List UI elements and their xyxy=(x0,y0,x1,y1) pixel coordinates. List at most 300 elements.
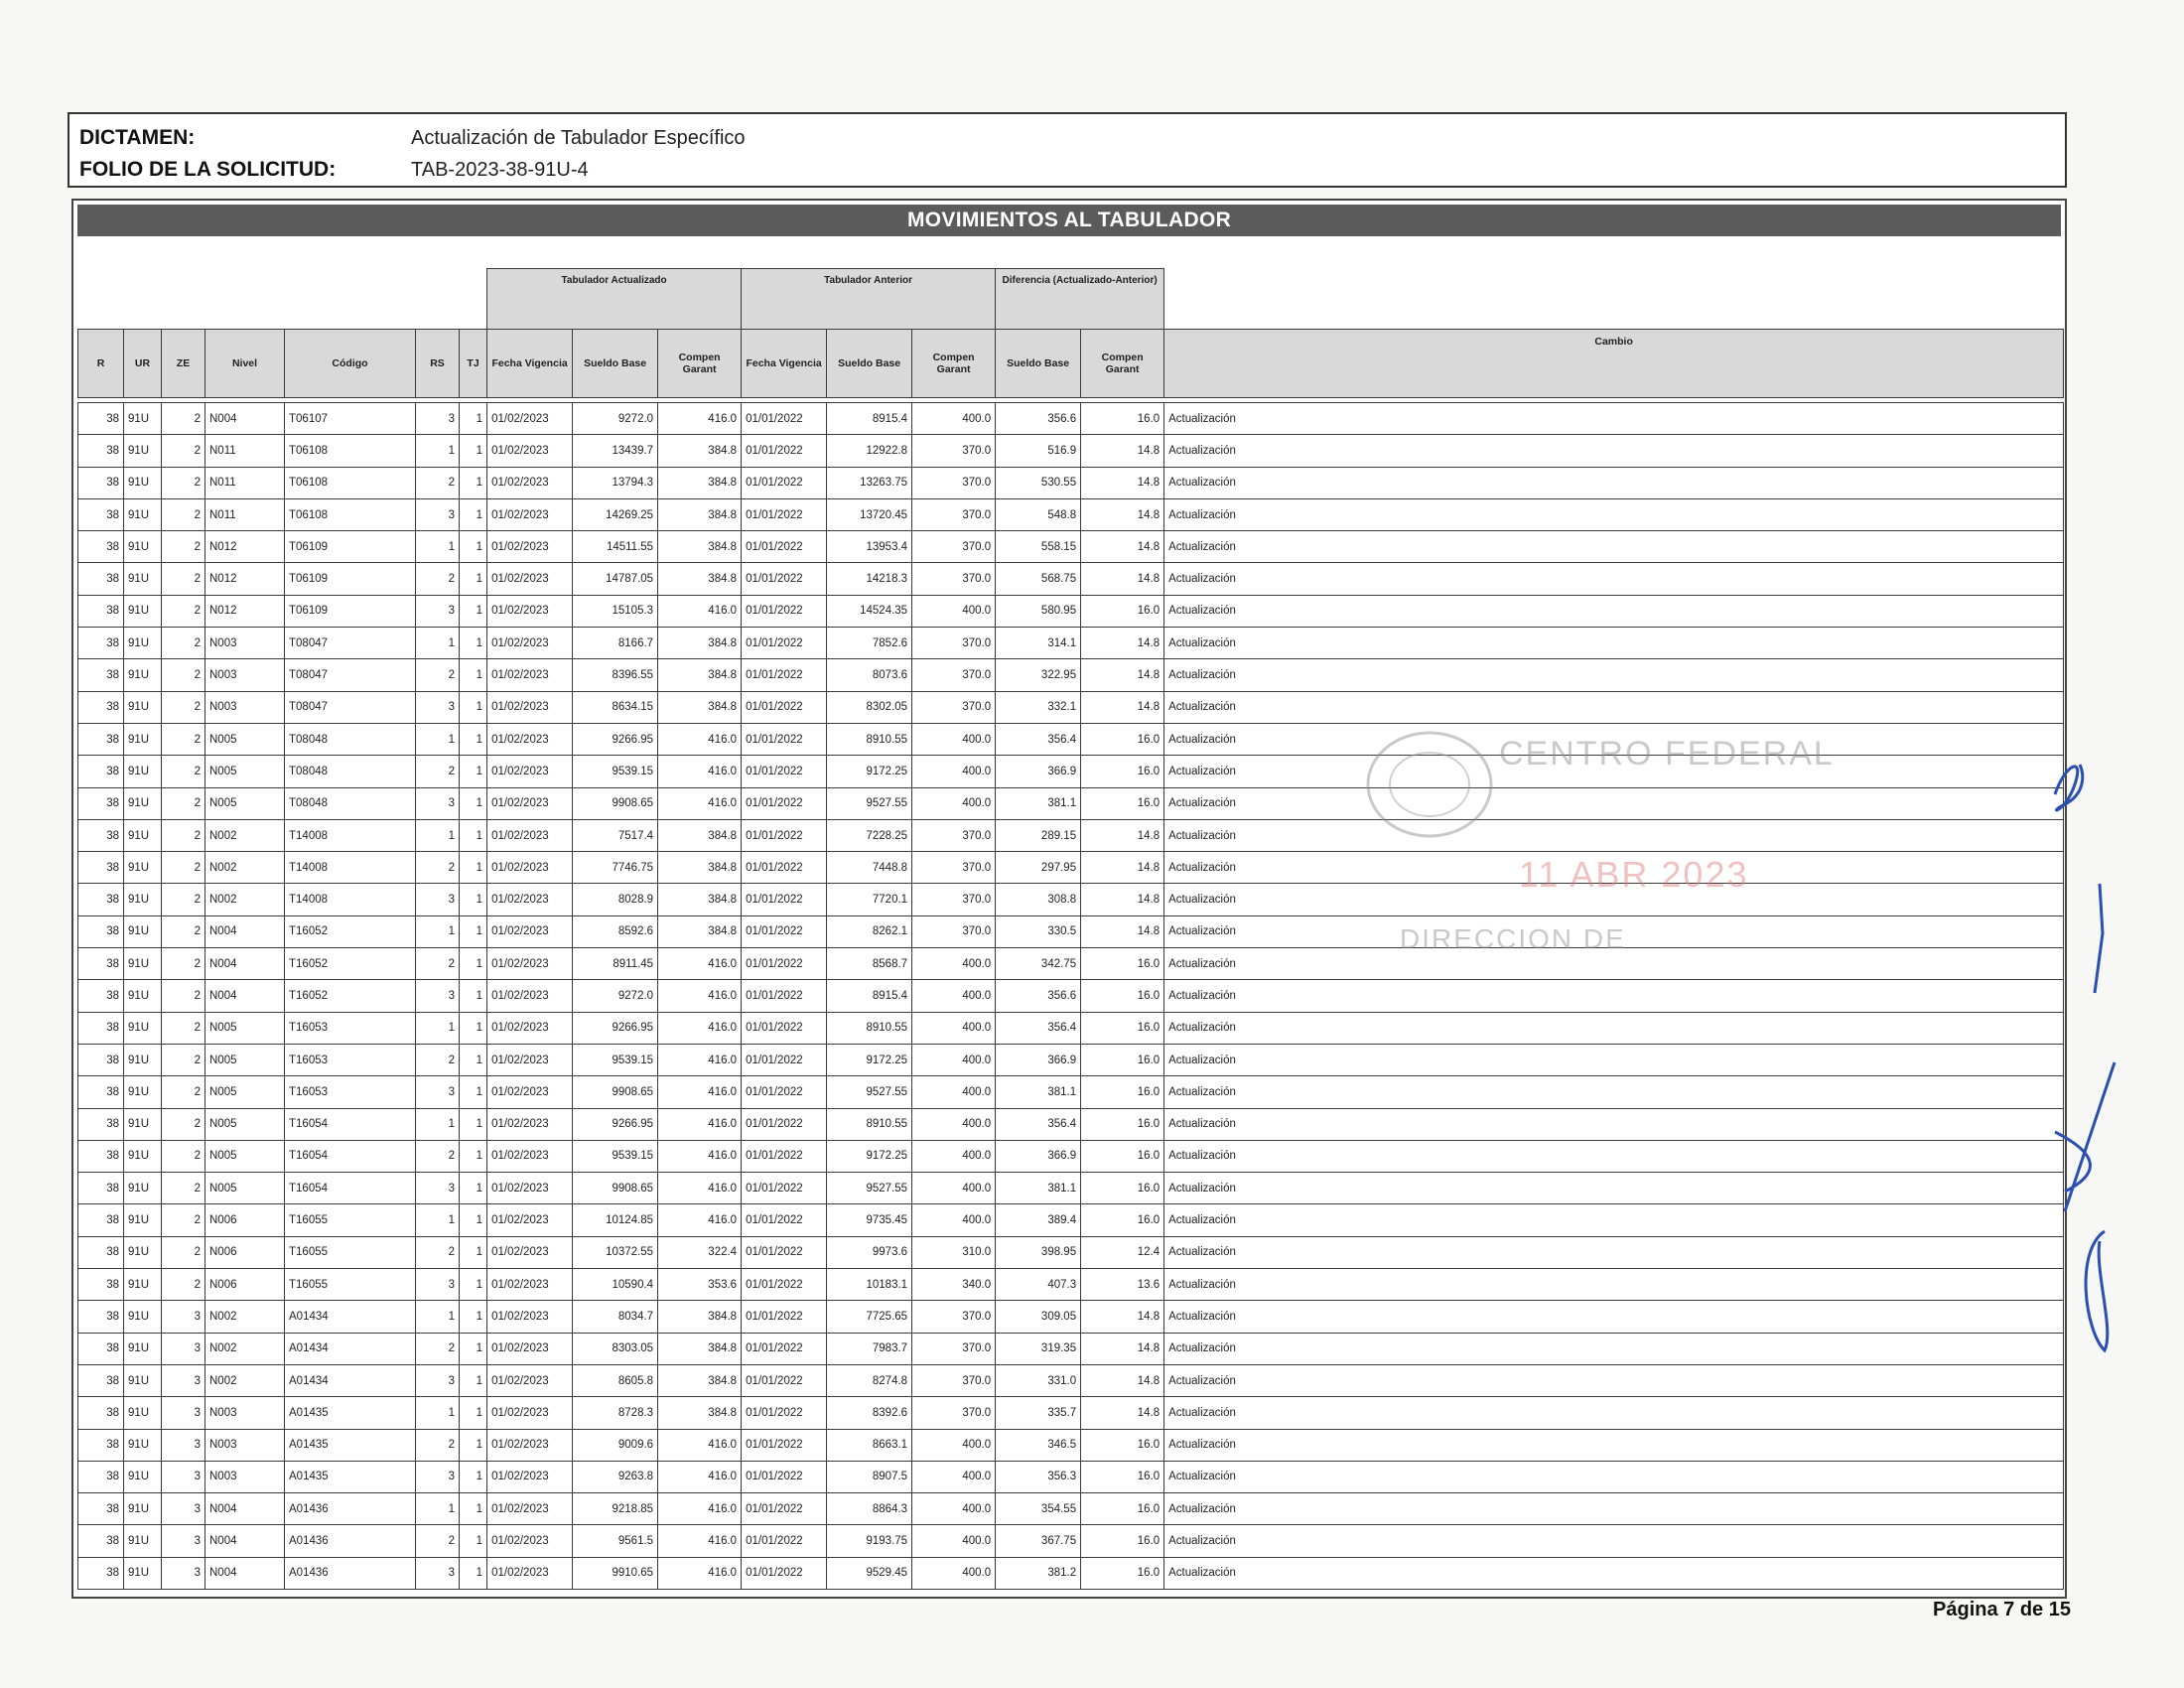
cell-ze: 2 xyxy=(162,403,205,435)
cell-cambio: Actualización xyxy=(1164,1557,2064,1589)
cell-rs: 2 xyxy=(416,659,460,691)
cell-sueldo-anterior: 8910.55 xyxy=(827,723,912,755)
cell-compen-anterior: 370.0 xyxy=(912,915,996,947)
cell-nivel: N005 xyxy=(205,1044,285,1075)
cell-compen-anterior: 370.0 xyxy=(912,628,996,659)
cell-sueldo-anterior: 8915.4 xyxy=(827,980,912,1012)
cell-nivel: N002 xyxy=(205,1364,285,1396)
col-compen-anterior: Compen Garant xyxy=(912,330,996,398)
cell-ze: 2 xyxy=(162,756,205,787)
cell-rs: 2 xyxy=(416,1333,460,1364)
cell-sueldo-actualizado: 9272.0 xyxy=(573,403,658,435)
cell-sueldo-actualizado: 9908.65 xyxy=(573,787,658,819)
cell-rs: 1 xyxy=(416,435,460,467)
cell-tj: 1 xyxy=(460,1301,487,1333)
cell-codigo: A01436 xyxy=(285,1525,416,1557)
table-row xyxy=(78,1236,2064,1268)
cell-tj: 1 xyxy=(460,1493,487,1525)
cell-compen-diferencia: 16.0 xyxy=(1081,1076,1164,1108)
cell-ur: 91U xyxy=(124,1493,162,1525)
header-box xyxy=(68,112,2067,188)
cell-r: 38 xyxy=(78,1525,124,1557)
cell-r: 38 xyxy=(78,1044,124,1075)
cell-codigo: T08048 xyxy=(285,723,416,755)
cell-sueldo-anterior: 8663.1 xyxy=(827,1429,912,1461)
cell-codigo: T06108 xyxy=(285,467,416,498)
cell-compen-diferencia: 14.8 xyxy=(1081,691,1164,723)
cell-ur: 91U xyxy=(124,852,162,884)
cell-ur: 91U xyxy=(124,1204,162,1236)
cell-nivel: N005 xyxy=(205,756,285,787)
cell-fecha-actualizado: 01/02/2023 xyxy=(487,1333,573,1364)
cell-tj: 1 xyxy=(460,1044,487,1075)
cell-fecha-actualizado: 01/02/2023 xyxy=(487,1204,573,1236)
cell-ze: 2 xyxy=(162,723,205,755)
cell-nivel: N002 xyxy=(205,852,285,884)
cell-compen-anterior: 400.0 xyxy=(912,1461,996,1492)
cell-rs: 2 xyxy=(416,852,460,884)
cell-tj: 1 xyxy=(460,787,487,819)
cell-compen-anterior: 400.0 xyxy=(912,1076,996,1108)
cell-sueldo-diferencia: 342.75 xyxy=(996,948,1081,980)
cell-fecha-actualizado: 01/02/2023 xyxy=(487,435,573,467)
table-row xyxy=(78,1140,2064,1172)
cell-fecha-anterior: 01/01/2022 xyxy=(742,659,827,691)
cell-codigo: T06108 xyxy=(285,435,416,467)
cell-codigo: T16052 xyxy=(285,915,416,947)
cell-ur: 91U xyxy=(124,819,162,851)
cell-nivel: N002 xyxy=(205,884,285,915)
cell-sueldo-diferencia: 367.75 xyxy=(996,1525,1081,1557)
cell-compen-anterior: 400.0 xyxy=(912,1012,996,1044)
cell-rs: 1 xyxy=(416,819,460,851)
cell-ze: 3 xyxy=(162,1557,205,1589)
table-row xyxy=(78,1173,2064,1204)
cell-tj: 1 xyxy=(460,403,487,435)
cell-ur: 91U xyxy=(124,884,162,915)
cell-sueldo-actualizado: 9910.65 xyxy=(573,1557,658,1589)
table-row xyxy=(78,1076,2064,1108)
cell-compen-actualizado: 416.0 xyxy=(658,1108,742,1140)
cell-compen-anterior: 400.0 xyxy=(912,1140,996,1172)
cell-sueldo-anterior: 8073.6 xyxy=(827,659,912,691)
cell-tj: 1 xyxy=(460,756,487,787)
cell-fecha-anterior: 01/01/2022 xyxy=(742,1204,827,1236)
cell-ze: 2 xyxy=(162,1140,205,1172)
cell-fecha-actualizado: 01/02/2023 xyxy=(487,1397,573,1429)
cell-compen-diferencia: 16.0 xyxy=(1081,723,1164,755)
cell-ze: 2 xyxy=(162,1236,205,1268)
group-anterior: Tabulador Anterior xyxy=(742,269,996,330)
table-row xyxy=(78,1333,2064,1364)
cell-nivel: N006 xyxy=(205,1236,285,1268)
cell-fecha-anterior: 01/01/2022 xyxy=(742,884,827,915)
cell-compen-actualizado: 353.6 xyxy=(658,1269,742,1301)
cell-sueldo-actualizado: 9266.95 xyxy=(573,1108,658,1140)
cell-ur: 91U xyxy=(124,915,162,947)
col-codigo: Código xyxy=(285,330,416,398)
cell-fecha-actualizado: 01/02/2023 xyxy=(487,1364,573,1396)
cell-rs: 1 xyxy=(416,915,460,947)
cell-compen-diferencia: 16.0 xyxy=(1081,1429,1164,1461)
cell-sueldo-diferencia: 407.3 xyxy=(996,1269,1081,1301)
cell-cambio: Actualización xyxy=(1164,884,2064,915)
cell-nivel: N004 xyxy=(205,403,285,435)
cell-r: 38 xyxy=(78,723,124,755)
cell-compen-anterior: 340.0 xyxy=(912,1269,996,1301)
cell-ze: 2 xyxy=(162,948,205,980)
cell-sueldo-diferencia: 558.15 xyxy=(996,531,1081,563)
cell-sueldo-anterior: 9973.6 xyxy=(827,1236,912,1268)
table-row xyxy=(78,1557,2064,1589)
cell-fecha-anterior: 01/01/2022 xyxy=(742,1364,827,1396)
cell-nivel: N002 xyxy=(205,819,285,851)
cell-compen-anterior: 370.0 xyxy=(912,1364,996,1396)
cell-sueldo-actualizado: 9539.15 xyxy=(573,756,658,787)
col-nivel: Nivel xyxy=(205,330,285,398)
cell-fecha-anterior: 01/01/2022 xyxy=(742,467,827,498)
folio-value: TAB-2023-38-91U-4 xyxy=(411,159,589,181)
stamp-line-1: CENTRO FEDERAL xyxy=(1499,735,1835,773)
cell-compen-actualizado: 384.8 xyxy=(658,819,742,851)
cell-cambio: Actualización xyxy=(1164,819,2064,851)
cell-r: 38 xyxy=(78,1301,124,1333)
cell-ur: 91U xyxy=(124,1236,162,1268)
cell-sueldo-actualizado: 9539.15 xyxy=(573,1140,658,1172)
cell-sueldo-anterior: 9527.55 xyxy=(827,1173,912,1204)
cell-sueldo-diferencia: 356.4 xyxy=(996,1012,1081,1044)
cell-sueldo-actualizado: 8034.7 xyxy=(573,1301,658,1333)
cell-compen-actualizado: 384.8 xyxy=(658,884,742,915)
cell-compen-anterior: 400.0 xyxy=(912,980,996,1012)
cell-compen-actualizado: 384.8 xyxy=(658,628,742,659)
cell-compen-actualizado: 322.4 xyxy=(658,1236,742,1268)
cell-compen-actualizado: 384.8 xyxy=(658,1333,742,1364)
cell-fecha-anterior: 01/01/2022 xyxy=(742,1461,827,1492)
cell-compen-actualizado: 416.0 xyxy=(658,1525,742,1557)
cell-codigo: A01436 xyxy=(285,1493,416,1525)
cell-compen-actualizado: 416.0 xyxy=(658,787,742,819)
cell-compen-diferencia: 16.0 xyxy=(1081,1108,1164,1140)
cell-sueldo-actualizado: 14269.25 xyxy=(573,498,658,530)
cell-r: 38 xyxy=(78,403,124,435)
cell-fecha-actualizado: 01/02/2023 xyxy=(487,498,573,530)
cell-sueldo-actualizado: 10372.55 xyxy=(573,1236,658,1268)
cell-nivel: N004 xyxy=(205,948,285,980)
cell-cambio: Actualización xyxy=(1164,723,2064,755)
cell-rs: 1 xyxy=(416,1493,460,1525)
cell-sueldo-diferencia: 568.75 xyxy=(996,563,1081,595)
cell-rs: 3 xyxy=(416,1364,460,1396)
cell-fecha-actualizado: 01/02/2023 xyxy=(487,1076,573,1108)
cell-r: 38 xyxy=(78,595,124,627)
cell-rs: 3 xyxy=(416,403,460,435)
cell-nivel: N003 xyxy=(205,1461,285,1492)
cell-fecha-actualizado: 01/02/2023 xyxy=(487,1269,573,1301)
cell-sueldo-diferencia: 354.55 xyxy=(996,1493,1081,1525)
cell-nivel: N012 xyxy=(205,595,285,627)
cell-ze: 2 xyxy=(162,691,205,723)
table-row xyxy=(78,1397,2064,1429)
cell-codigo: T16055 xyxy=(285,1269,416,1301)
cell-ur: 91U xyxy=(124,1397,162,1429)
cell-sueldo-diferencia: 548.8 xyxy=(996,498,1081,530)
cell-r: 38 xyxy=(78,1493,124,1525)
cell-sueldo-actualizado: 8028.9 xyxy=(573,884,658,915)
cell-compen-anterior: 370.0 xyxy=(912,531,996,563)
cell-cambio: Actualización xyxy=(1164,1204,2064,1236)
cell-tj: 1 xyxy=(460,1557,487,1589)
table-row xyxy=(78,1204,2064,1236)
cell-tj: 1 xyxy=(460,531,487,563)
cell-compen-diferencia: 16.0 xyxy=(1081,948,1164,980)
cell-ur: 91U xyxy=(124,1557,162,1589)
cell-cambio: Actualización xyxy=(1164,531,2064,563)
cell-nivel: N005 xyxy=(205,1173,285,1204)
cell-nivel: N005 xyxy=(205,787,285,819)
col-fecha-anterior: Fecha Vigencia xyxy=(742,330,827,398)
cell-sueldo-actualizado: 7517.4 xyxy=(573,819,658,851)
cell-compen-diferencia: 16.0 xyxy=(1081,595,1164,627)
cell-cambio: Actualización xyxy=(1164,628,2064,659)
cell-rs: 3 xyxy=(416,1557,460,1589)
cell-cambio: Actualización xyxy=(1164,595,2064,627)
cell-compen-anterior: 370.0 xyxy=(912,852,996,884)
cell-cambio: Actualización xyxy=(1164,1461,2064,1492)
cell-ur: 91U xyxy=(124,1461,162,1492)
folio-label: FOLIO DE LA SOLICITUD: xyxy=(79,158,337,181)
cell-tj: 1 xyxy=(460,1236,487,1268)
cell-ur: 91U xyxy=(124,435,162,467)
cell-compen-anterior: 400.0 xyxy=(912,1108,996,1140)
cell-sueldo-anterior: 10183.1 xyxy=(827,1269,912,1301)
cell-compen-anterior: 400.0 xyxy=(912,1525,996,1557)
cell-ze: 2 xyxy=(162,787,205,819)
cell-fecha-actualizado: 01/02/2023 xyxy=(487,467,573,498)
cell-rs: 1 xyxy=(416,628,460,659)
cell-fecha-anterior: 01/01/2022 xyxy=(742,1557,827,1589)
cell-codigo: T16053 xyxy=(285,1012,416,1044)
cell-ur: 91U xyxy=(124,787,162,819)
cell-nivel: N002 xyxy=(205,1333,285,1364)
cell-codigo: T06109 xyxy=(285,595,416,627)
cell-ze: 2 xyxy=(162,1012,205,1044)
cell-tj: 1 xyxy=(460,884,487,915)
cell-r: 38 xyxy=(78,1397,124,1429)
table-row xyxy=(78,1269,2064,1301)
cell-tj: 1 xyxy=(460,563,487,595)
col-tj: TJ xyxy=(460,330,487,398)
cell-nivel: N011 xyxy=(205,435,285,467)
cell-compen-diferencia: 14.8 xyxy=(1081,659,1164,691)
cell-sueldo-diferencia: 366.9 xyxy=(996,1140,1081,1172)
cell-sueldo-actualizado: 14511.55 xyxy=(573,531,658,563)
column-header-row xyxy=(78,330,2064,398)
cell-fecha-anterior: 01/01/2022 xyxy=(742,1108,827,1140)
cell-sueldo-anterior: 9735.45 xyxy=(827,1204,912,1236)
cell-cambio: Actualización xyxy=(1164,787,2064,819)
cell-cambio: Actualización xyxy=(1164,1173,2064,1204)
cell-sueldo-anterior: 7983.7 xyxy=(827,1333,912,1364)
cell-tj: 1 xyxy=(460,723,487,755)
cell-sueldo-actualizado: 9009.6 xyxy=(573,1429,658,1461)
cell-rs: 2 xyxy=(416,467,460,498)
cell-sueldo-anterior: 9529.45 xyxy=(827,1557,912,1589)
cell-ur: 91U xyxy=(124,1333,162,1364)
cell-fecha-actualizado: 01/02/2023 xyxy=(487,1140,573,1172)
cell-sueldo-actualizado: 9561.5 xyxy=(573,1525,658,1557)
cell-ur: 91U xyxy=(124,1301,162,1333)
cell-ze: 2 xyxy=(162,1108,205,1140)
table-row xyxy=(78,467,2064,498)
cell-rs: 1 xyxy=(416,1012,460,1044)
cell-ze: 2 xyxy=(162,819,205,851)
cell-compen-diferencia: 14.8 xyxy=(1081,467,1164,498)
cell-ze: 2 xyxy=(162,1269,205,1301)
cell-rs: 2 xyxy=(416,1140,460,1172)
cell-fecha-actualizado: 01/02/2023 xyxy=(487,1236,573,1268)
cell-fecha-anterior: 01/01/2022 xyxy=(742,1269,827,1301)
col-fecha-actualizado: Fecha Vigencia xyxy=(487,330,573,398)
cell-fecha-actualizado: 01/02/2023 xyxy=(487,723,573,755)
cell-compen-actualizado: 416.0 xyxy=(658,1557,742,1589)
cell-codigo: T08048 xyxy=(285,787,416,819)
table-row xyxy=(78,1525,2064,1557)
cell-sueldo-actualizado: 10124.85 xyxy=(573,1204,658,1236)
cell-fecha-anterior: 01/01/2022 xyxy=(742,1397,827,1429)
cell-tj: 1 xyxy=(460,498,487,530)
cell-fecha-anterior: 01/01/2022 xyxy=(742,531,827,563)
cell-codigo: T16052 xyxy=(285,948,416,980)
cell-ur: 91U xyxy=(124,1269,162,1301)
cell-codigo: T16055 xyxy=(285,1236,416,1268)
cell-compen-actualizado: 416.0 xyxy=(658,1012,742,1044)
cell-fecha-anterior: 01/01/2022 xyxy=(742,1493,827,1525)
cell-sueldo-anterior: 8302.05 xyxy=(827,691,912,723)
cell-compen-actualizado: 416.0 xyxy=(658,756,742,787)
cell-ur: 91U xyxy=(124,1012,162,1044)
cell-compen-actualizado: 384.8 xyxy=(658,659,742,691)
cell-compen-actualizado: 384.8 xyxy=(658,691,742,723)
cell-tj: 1 xyxy=(460,595,487,627)
handwritten-initials xyxy=(2025,735,2144,1370)
cell-codigo: A01435 xyxy=(285,1397,416,1429)
cell-sueldo-diferencia: 332.1 xyxy=(996,691,1081,723)
cell-fecha-anterior: 01/01/2022 xyxy=(742,756,827,787)
cell-fecha-actualizado: 01/02/2023 xyxy=(487,1012,573,1044)
cell-sueldo-anterior: 9527.55 xyxy=(827,787,912,819)
cell-compen-anterior: 370.0 xyxy=(912,1301,996,1333)
cell-rs: 3 xyxy=(416,498,460,530)
col-sueldo-anterior: Sueldo Base xyxy=(827,330,912,398)
cell-sueldo-actualizado: 9908.65 xyxy=(573,1076,658,1108)
cell-compen-anterior: 370.0 xyxy=(912,1333,996,1364)
cell-codigo: A01436 xyxy=(285,1557,416,1589)
cell-compen-diferencia: 13.6 xyxy=(1081,1269,1164,1301)
cell-sueldo-anterior: 13263.75 xyxy=(827,467,912,498)
cell-nivel: N005 xyxy=(205,1108,285,1140)
cell-compen-diferencia: 16.0 xyxy=(1081,1012,1164,1044)
cell-ur: 91U xyxy=(124,498,162,530)
cell-ur: 91U xyxy=(124,1076,162,1108)
cell-fecha-actualizado: 01/02/2023 xyxy=(487,1429,573,1461)
cell-r: 38 xyxy=(78,659,124,691)
cell-r: 38 xyxy=(78,435,124,467)
cell-codigo: T16054 xyxy=(285,1108,416,1140)
cell-fecha-anterior: 01/01/2022 xyxy=(742,691,827,723)
cell-ze: 3 xyxy=(162,1461,205,1492)
cell-nivel: N003 xyxy=(205,628,285,659)
cell-nivel: N011 xyxy=(205,467,285,498)
cell-sueldo-actualizado: 7746.75 xyxy=(573,852,658,884)
cell-nivel: N006 xyxy=(205,1269,285,1301)
cell-r: 38 xyxy=(78,563,124,595)
cell-codigo: T06109 xyxy=(285,531,416,563)
cell-sueldo-anterior: 9172.25 xyxy=(827,756,912,787)
cell-compen-diferencia: 14.8 xyxy=(1081,628,1164,659)
cell-tj: 1 xyxy=(460,691,487,723)
cell-cambio: Actualización xyxy=(1164,403,2064,435)
cell-tj: 1 xyxy=(460,1269,487,1301)
cell-compen-actualizado: 384.8 xyxy=(658,915,742,947)
cell-compen-actualizado: 416.0 xyxy=(658,1429,742,1461)
cell-ze: 2 xyxy=(162,628,205,659)
cell-fecha-anterior: 01/01/2022 xyxy=(742,1140,827,1172)
group-actualizado: Tabulador Actualizado xyxy=(487,269,742,330)
cell-r: 38 xyxy=(78,1364,124,1396)
cell-cambio: Actualización xyxy=(1164,1076,2064,1108)
cell-fecha-anterior: 01/01/2022 xyxy=(742,563,827,595)
cell-codigo: T08048 xyxy=(285,756,416,787)
cell-sueldo-diferencia: 356.3 xyxy=(996,1461,1081,1492)
cell-r: 38 xyxy=(78,819,124,851)
cell-sueldo-actualizado: 9218.85 xyxy=(573,1493,658,1525)
cell-fecha-actualizado: 01/02/2023 xyxy=(487,1301,573,1333)
cell-nivel: N004 xyxy=(205,915,285,947)
cell-sueldo-actualizado: 9908.65 xyxy=(573,1173,658,1204)
cell-rs: 3 xyxy=(416,691,460,723)
cell-r: 38 xyxy=(78,787,124,819)
cell-sueldo-actualizado: 8166.7 xyxy=(573,628,658,659)
table-row xyxy=(78,531,2064,563)
cell-r: 38 xyxy=(78,1461,124,1492)
cell-sueldo-actualizado: 8911.45 xyxy=(573,948,658,980)
dictamen-value: Actualización de Tabulador Específico xyxy=(411,127,746,149)
table-row xyxy=(78,563,2064,595)
cell-sueldo-anterior: 14524.35 xyxy=(827,595,912,627)
col-rs: RS xyxy=(416,330,460,398)
cell-compen-diferencia: 14.8 xyxy=(1081,1333,1164,1364)
table-row xyxy=(78,498,2064,530)
cell-sueldo-anterior: 13720.45 xyxy=(827,498,912,530)
cell-compen-diferencia: 16.0 xyxy=(1081,756,1164,787)
cell-compen-diferencia: 16.0 xyxy=(1081,1044,1164,1075)
cell-compen-diferencia: 16.0 xyxy=(1081,980,1164,1012)
cell-sueldo-diferencia: 530.55 xyxy=(996,467,1081,498)
cell-rs: 2 xyxy=(416,756,460,787)
cell-compen-diferencia: 16.0 xyxy=(1081,1173,1164,1204)
cell-cambio: Actualización xyxy=(1164,1269,2064,1301)
cell-compen-actualizado: 384.8 xyxy=(658,1397,742,1429)
cell-fecha-anterior: 01/01/2022 xyxy=(742,595,827,627)
cell-compen-anterior: 370.0 xyxy=(912,819,996,851)
cell-codigo: A01434 xyxy=(285,1301,416,1333)
cell-sueldo-actualizado: 9539.15 xyxy=(573,1044,658,1075)
cell-ze: 2 xyxy=(162,915,205,947)
cell-compen-diferencia: 14.8 xyxy=(1081,1397,1164,1429)
cell-fecha-actualizado: 01/02/2023 xyxy=(487,852,573,884)
cell-cambio: Actualización xyxy=(1164,948,2064,980)
